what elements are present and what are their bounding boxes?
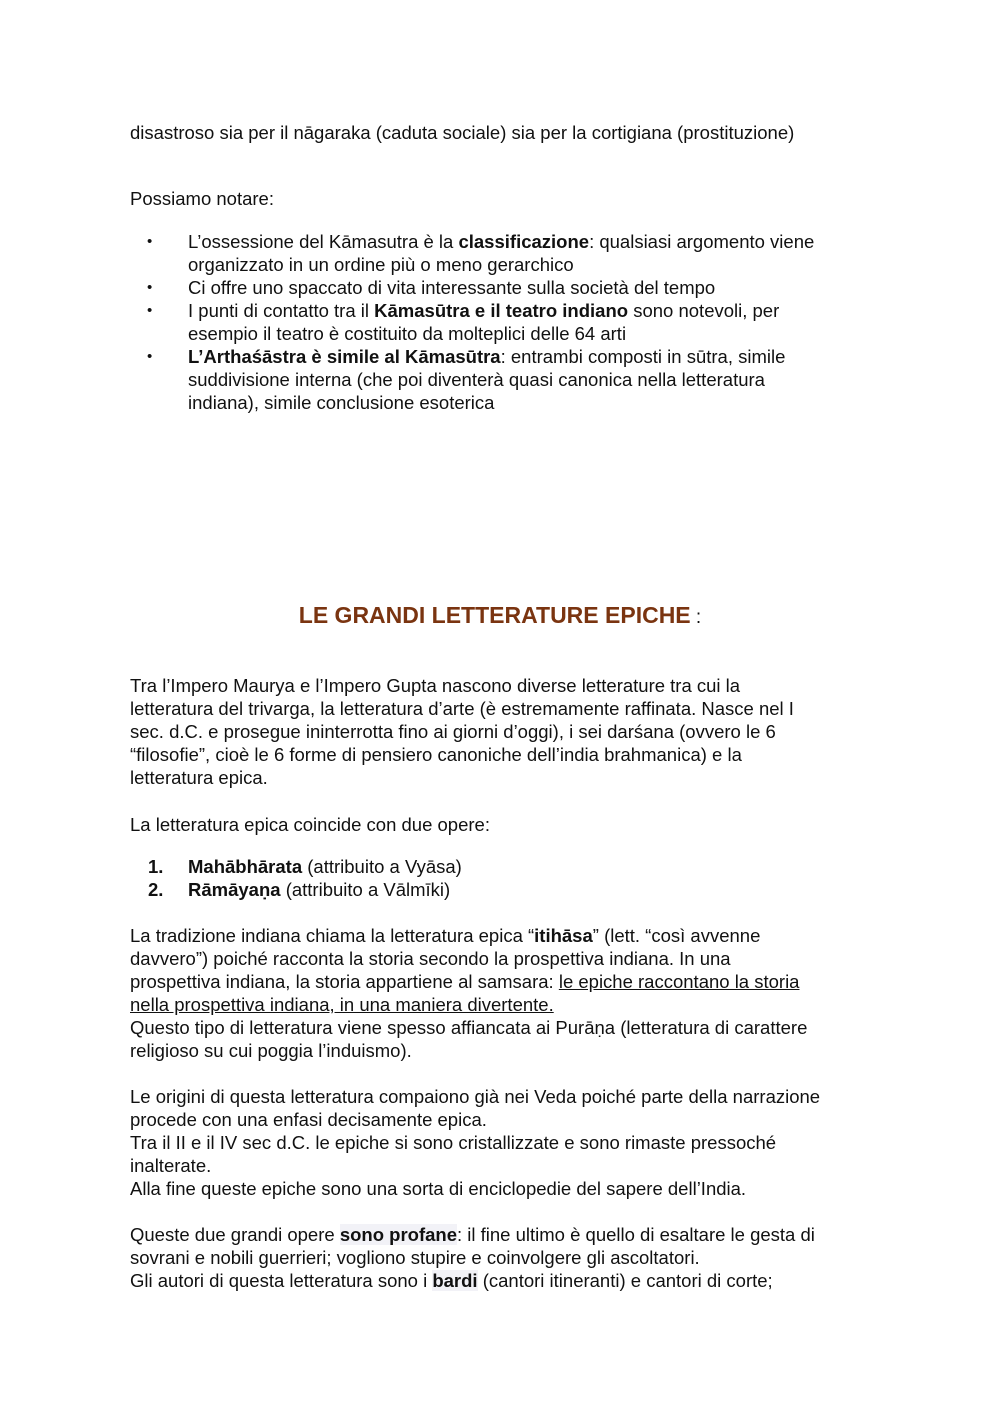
bullet-icon: • <box>147 302 153 319</box>
notes-label: Possiamo notare: <box>130 188 274 209</box>
bullet-icon: • <box>147 348 153 365</box>
list-item: • L’Arthaśāstra è simile al Kāmasūtra: entrambi composti in sūtra, simile suddivisione interna (che poi diventerà quasi canonica nella letteratura indiana), simile conclusione esoterica <box>147 346 786 413</box>
paragraph-profane: Queste due grandi opere sono profane: il fine ultimo è quello di esaltare le gesta di sovrani e nobili guerrieri; vogliono stupire e coinvolgere gli ascoltatori. Gli autori di questa letteratura sono i bardi (cantori itineranti) e cantori di corte; <box>130 1224 815 1291</box>
list-item: • Ci offre uno spaccato di vita interessante sulla società del tempo <box>147 277 716 298</box>
paragraph-itihasa: La tradizione indiana chiama la letteratura epica “itihāsa” (lett. “così avvenne davvero”) poiché racconta la storia secondo la prospettiva indiana. In una prospettiva indiana, la storia appartiene al samsara: le epiche raccontano la storia nella prospettiva indiana, in una maniera divertente. Questo tipo di letteratura viene spesso affiancata ai Purāṇa (letteratura di carattere religioso su cui poggia l’induismo). <box>130 925 808 1061</box>
bullet-icon: • <box>147 233 153 250</box>
list-item: • I punti di contatto tra il Kāmasūtra e il teatro indiano sono notevoli, per esempio il teatro è costituito da molteplici delle 64 arti <box>147 300 780 344</box>
bullet-icon: • <box>147 279 153 296</box>
list-item: 2. Rāmāyaṇa (attribuito a Vālmīki) <box>148 879 451 900</box>
paragraph-literatures: Tra l’Impero Maurya e l’Impero Gupta nascono diverse letterature tra cui la letteratura del trivarga, la letteratura d’arte (è estremamente raffinata. Nasce nel I sec. d.C. e prosegue ininterrotta fino ai giorni d’oggi), i sei darśana (ovvero le 6 “filosofie”, cioè le 6 forme di pensiero canoniche dell’india brahmanica) e la letteratura epica. <box>130 675 794 788</box>
paragraph-epic-works: La letteratura epica coincide con due opere: <box>130 814 490 835</box>
intro-paragraph: disastroso sia per il nāgaraka (caduta sociale) sia per la cortigiana (prostituzione) <box>130 122 795 143</box>
section-heading: LE GRANDI LETTERATURE EPICHE : <box>298 602 702 628</box>
list-item: 1. Mahābhārata (attribuito a Vyāsa) <box>148 856 462 877</box>
list-item: • L’ossessione del Kāmasutra è la classificazione: qualsiasi argomento viene organizzato in un ordine più o meno gerarchico <box>147 231 815 275</box>
paragraph-origins: Le origini di questa letteratura compaiono già nei Veda poiché parte della narrazione procede con una enfasi decisamente epica. Tra il II e il IV sec d.C. le epiche si sono cristallizzate e sono rimaste pressoché inalterate. Alla fine queste epiche sono una sorta di enciclopedie del sapere dell’India. <box>130 1086 821 1199</box>
